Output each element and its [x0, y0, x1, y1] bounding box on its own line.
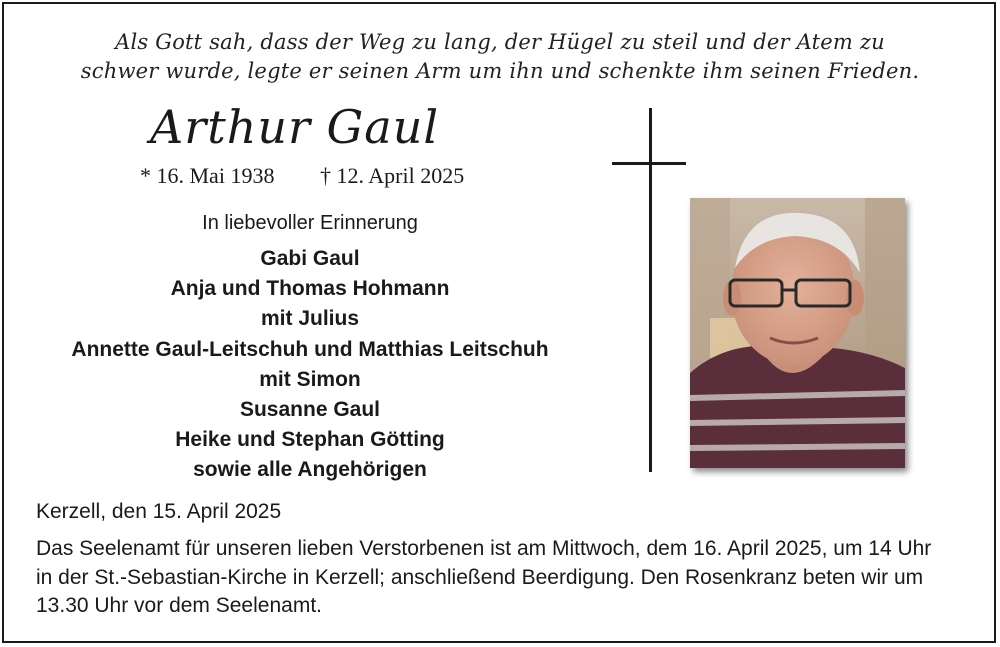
portrait-image [690, 198, 905, 468]
mourner-name: mit Julius [260, 307, 360, 331]
memory-line: In liebevoller Erinnerung [202, 212, 418, 234]
mourner-name: mit Simon [259, 367, 361, 391]
death-date: † 12. April 2025 [320, 163, 465, 188]
mourner-name: Susanne Gaul [239, 398, 381, 422]
mourner-name: Anja und Thomas Hohmann [170, 277, 450, 301]
mourner-name: sowie alle Angehörigen [193, 458, 427, 482]
deceased-name: Arthur Gaul [150, 100, 440, 154]
portrait-photo [690, 198, 905, 468]
mourner-name: Annette Gaul-Leitschuh und Matthias Leitschuh [71, 337, 549, 361]
funeral-notice-line-1: Das Seelenamt für unseren lieben Verstorbenen ist am Mittwoch, dem 16. April 2025, um 14 Uhr [36, 537, 932, 560]
funeral-notice [36, 535, 976, 621]
quote-line-2: schwer wurde, legte er seinen Arm um ihn und schenkte ihm seinen Frieden. [80, 59, 920, 83]
mourner-name: Heike und Stephan Götting [175, 428, 445, 452]
cross-icon-horizontal [612, 162, 686, 165]
funeral-notice-line-2: in der St.-Sebastian-Kirche in Kerzell; anschließend Beerdigung. Den Rosenkranz beten wir um [36, 565, 924, 589]
quote-line-1: Als Gott sah, dass der Weg zu lang, der Hügel zu steil und der Atem zu [115, 30, 885, 54]
funeral-notice-line-3: 13.30 Uhr vor dem Seelenamt. [36, 594, 322, 617]
place-and-date: Kerzell, den 15. April 2025 [36, 500, 282, 523]
mourners-list [40, 244, 580, 486]
mourner-name: Gabi Gaul [260, 247, 360, 270]
birth-date: * 16. Mai 1938 [140, 163, 275, 188]
